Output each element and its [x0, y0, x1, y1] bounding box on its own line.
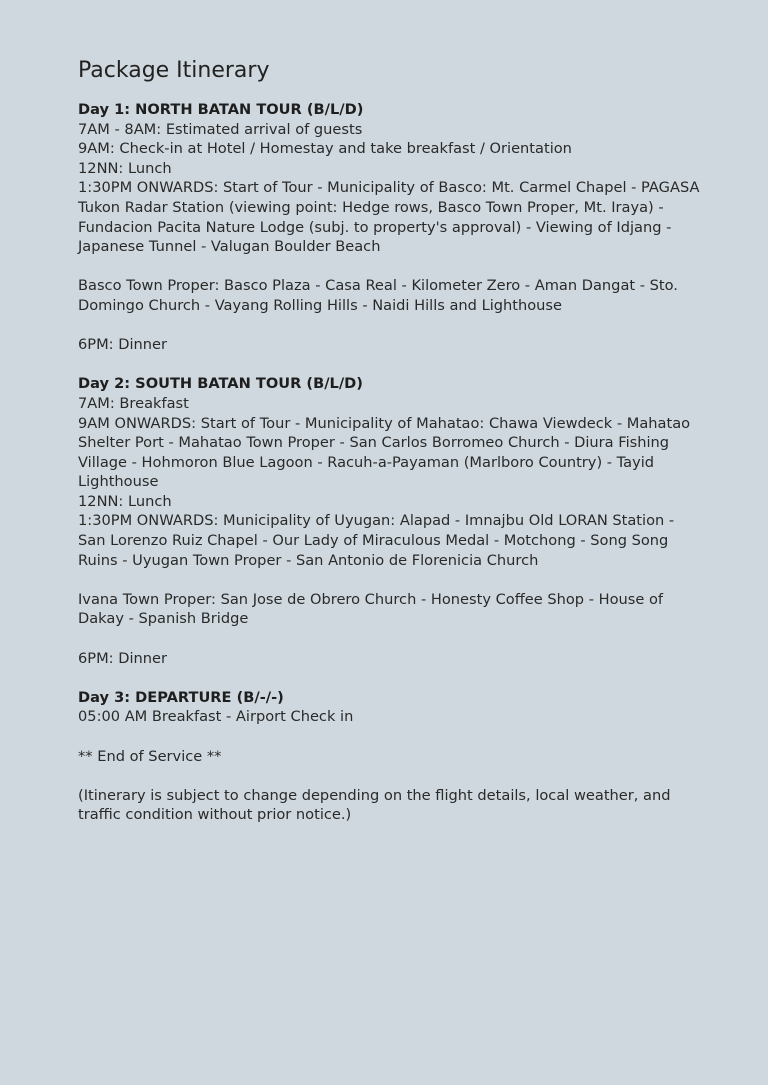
day-2-town-line: Dakay - Spanish Bridge	[78, 610, 249, 628]
spacer	[78, 727, 708, 747]
day-1-line: 9AM: Check-in at Hotel / Homestay and take breakfast / Orientation	[78, 140, 572, 158]
day-2-line: Village - Hohmoron Blue Lagoon - Racuh-a-Payaman (Marlboro Country) - Tayid	[78, 453, 655, 471]
day-2-heading: Day 2: SOUTH BATAN TOUR (B/L/D)	[78, 375, 363, 393]
day-2-section	[78, 374, 708, 668]
day-1-town-line: Domingo Church - Vayang Rolling Hills - Naidi Hills and Lighthouse	[78, 296, 563, 314]
day-1-line: Fundacion Pacita Nature Lodge (subj. to property's approval) - Viewing of Idjang -	[78, 218, 672, 236]
spacer	[78, 629, 708, 649]
day-1-heading: Day 1: NORTH BATAN TOUR (B/L/D)	[78, 101, 364, 118]
day-2-line: 1:30PM ONWARDS: Municipality of Uyugan: Alapad - Imnajbu Old LORAN Station -	[78, 512, 675, 530]
day-3-line: 05:00 AM Breakfast - Airport Check in	[78, 708, 354, 726]
day-2-line: San Lorenzo Ruiz Chapel - Our Lady of Miraculous Medal - Motchong - Song Song	[78, 532, 669, 550]
day-2-town-line: Ivana Town Proper: San Jose de Obrero Church - Honesty Coffee Shop - House of	[78, 590, 664, 608]
day-1-line: 7AM - 8AM: Estimated arrival of guests	[78, 120, 363, 138]
page-title: Package Itinerary	[78, 58, 270, 83]
day-1-line: 1:30PM ONWARDS: Start of Tour - Municipality of Basco: Mt. Carmel Chapel - PAGASA	[78, 179, 700, 197]
disclaimer-line: (Itinerary is subject to change depending on the flight details, local weather, and	[78, 786, 671, 804]
disclaimer-line: traffic condition without prior notice.)	[78, 806, 352, 824]
day-2-line: Ruins - Uyugan Town Proper - San Antonio de Florenicia Church	[78, 551, 539, 569]
spacer	[78, 668, 708, 688]
day-1-section	[78, 100, 708, 355]
day-2-dinner: 6PM: Dinner	[78, 649, 168, 667]
spacer	[78, 570, 708, 590]
day-1-line: Tukon Radar Station (viewing point: Hedge rows, Basco Town Proper, Mt. Iraya) -	[78, 198, 664, 216]
day-1-town-line: Basco Town Proper: Basco Plaza - Casa Real - Kilometer Zero - Aman Dangat - Sto.	[78, 277, 678, 295]
day-2-line: Shelter Port - Mahatao Town Proper - San Carlos Borromeo Church - Diura Fishing	[78, 434, 670, 452]
day-2-line: 7AM: Breakfast	[78, 394, 189, 412]
day-2-line: Lighthouse	[78, 473, 159, 491]
day-3-section	[78, 688, 708, 727]
spacer	[78, 355, 708, 375]
spacer	[78, 766, 708, 786]
day-2-line: 9AM ONWARDS: Start of Tour - Municipality of Mahatao: Chawa Viewdeck - Mahatao	[78, 414, 691, 432]
day-1-line: 12NN: Lunch	[78, 159, 172, 177]
day-2-line: 12NN: Lunch	[78, 492, 172, 510]
day-1-line: Japanese Tunnel - Valugan Boulder Beach	[78, 238, 381, 256]
spacer	[78, 257, 708, 277]
spacer	[78, 316, 708, 336]
day-1-dinner: 6PM: Dinner	[78, 336, 168, 354]
day-3-heading: Day 3: DEPARTURE (B/-/-)	[78, 688, 284, 706]
end-of-service: ** End of Service **	[78, 747, 222, 765]
